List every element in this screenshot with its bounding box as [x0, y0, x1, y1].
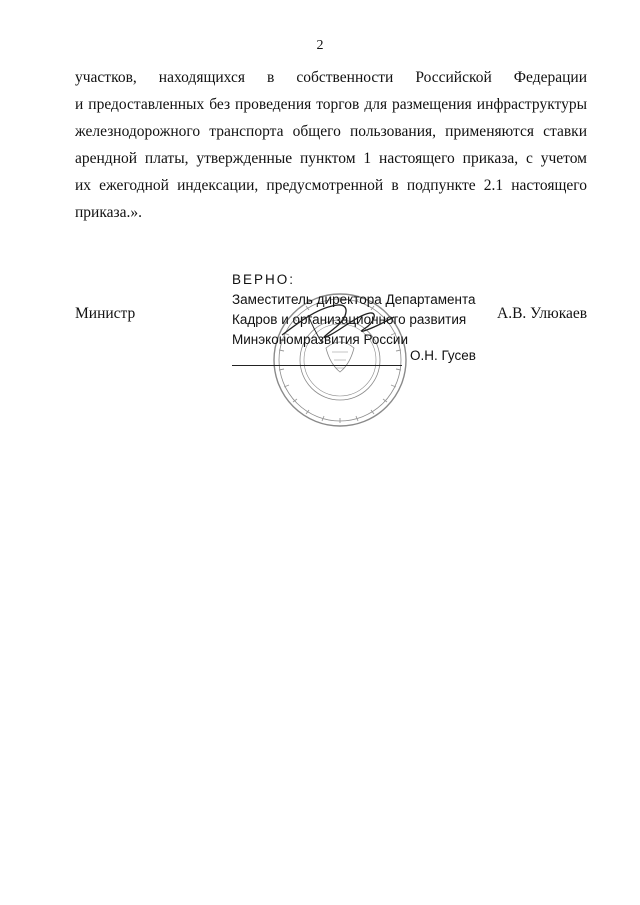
certified-true-label: ВЕРНО:	[232, 272, 296, 287]
certifier-department: Кадров и организационного развития	[232, 312, 467, 327]
certifier-position: Заместитель директора Департамента	[232, 292, 476, 307]
handwritten-signature-icon	[278, 295, 398, 355]
signature-line	[232, 365, 402, 366]
body-line: арендной платы, утвержденные пунктом 1 настоящего приказа, с учетом	[75, 150, 587, 167]
certifier-name: О.Н. Гусев	[410, 348, 476, 363]
position-title: Министр	[75, 305, 136, 322]
certifier-ministry: Минэкономразвития России	[232, 332, 408, 347]
body-line: их ежегодной индексации, предусмотренной в подпункте 2.1 настоящего	[75, 177, 587, 194]
page-number: 2	[316, 38, 324, 53]
body-paragraph	[75, 64, 587, 226]
body-line: приказа.».	[75, 204, 143, 221]
body-line: участков, находящихся в собственности Российской Федерации	[75, 69, 587, 86]
signatory-name: А.В. Улюкаев	[497, 305, 588, 322]
body-line: и предоставленных без проведения торгов для размещения инфраструктуры	[75, 96, 587, 113]
body-line: железнодорожного транспорта общего пользования, применяются ставки	[75, 123, 587, 140]
